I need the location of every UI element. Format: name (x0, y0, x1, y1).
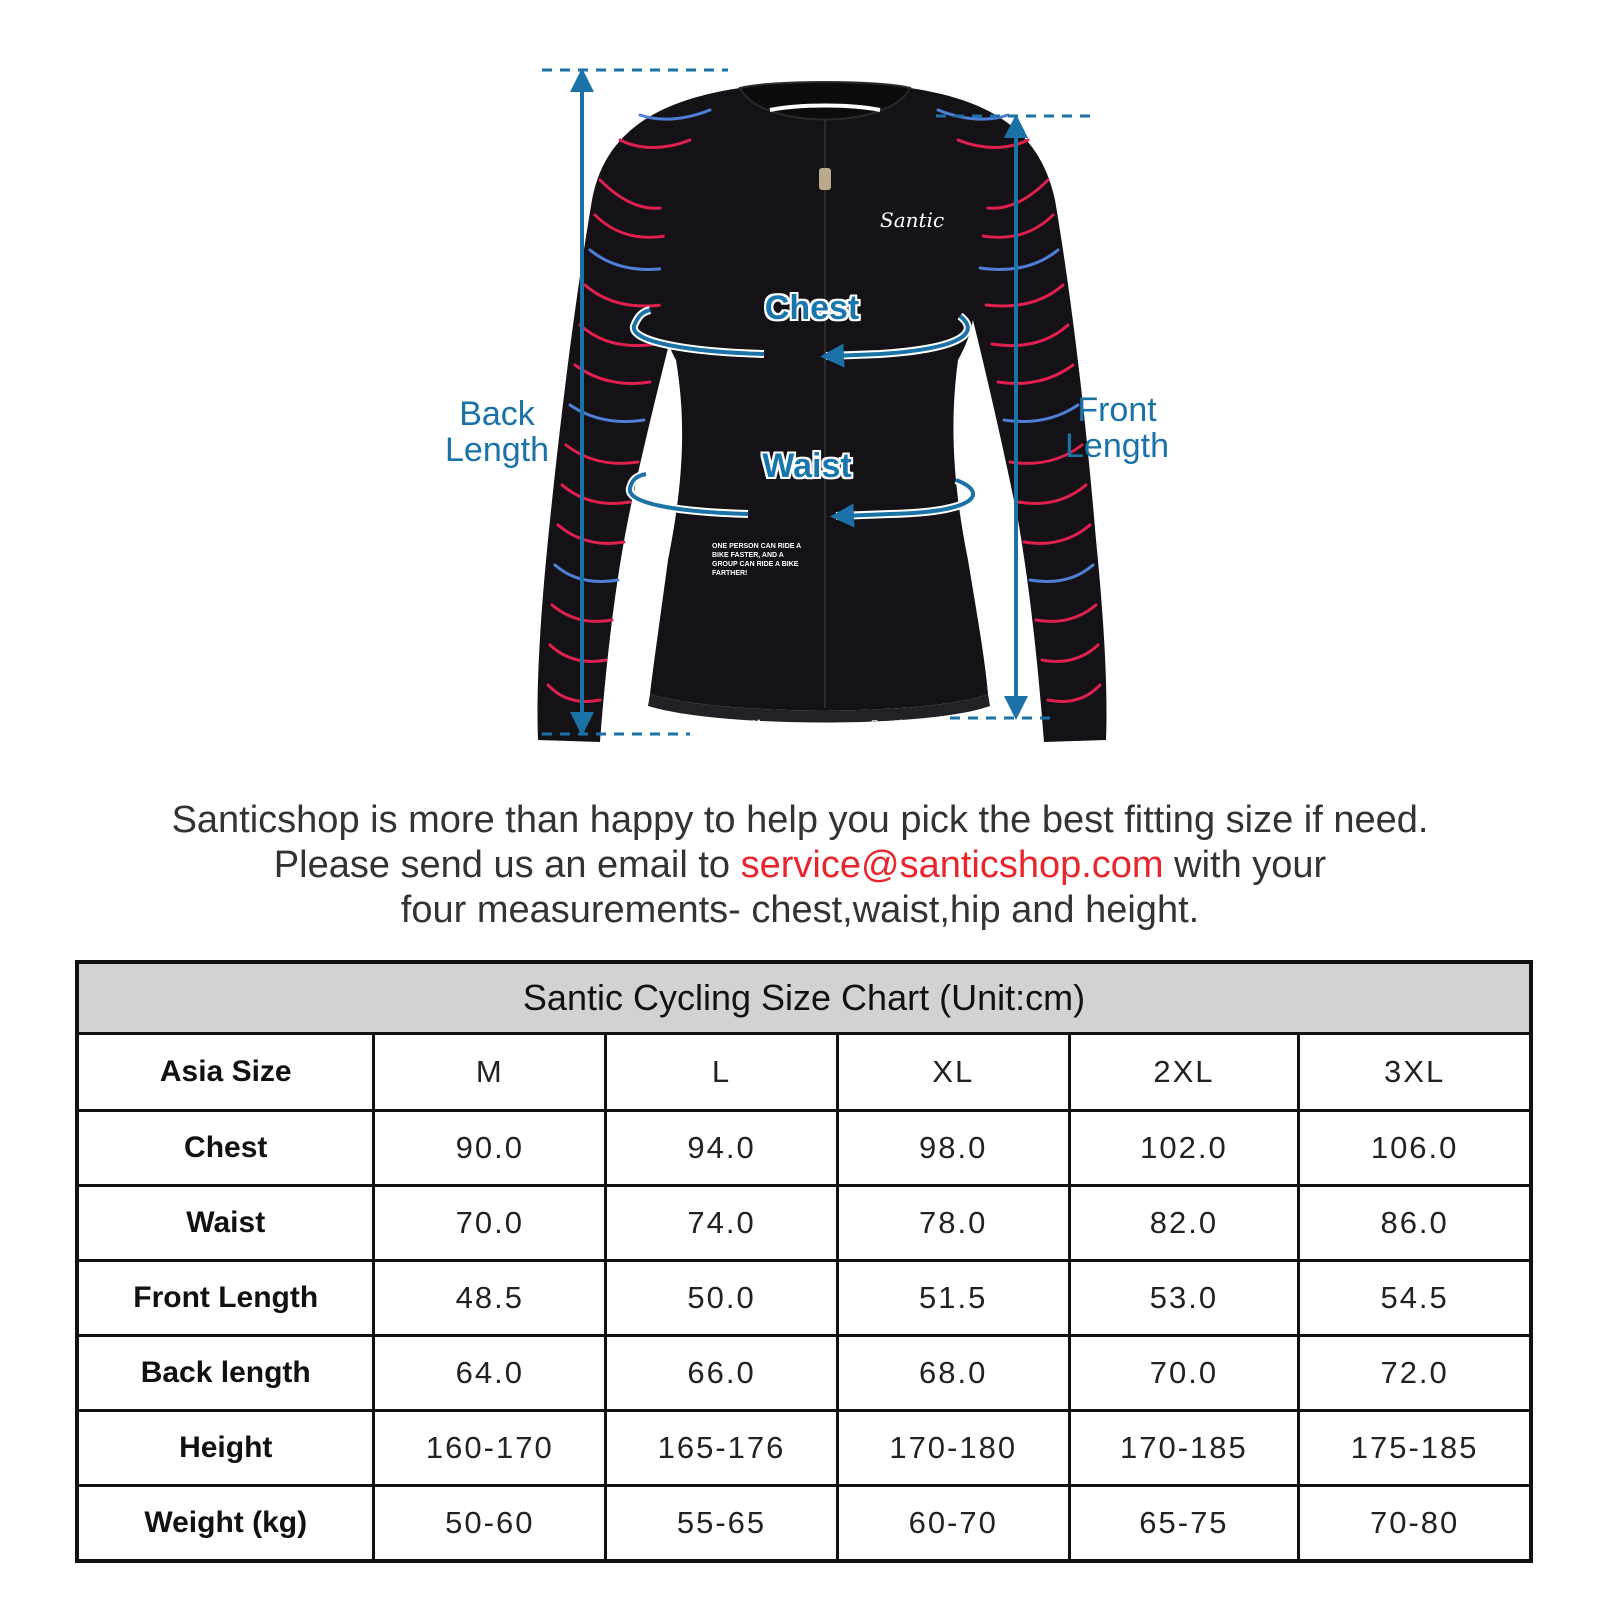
table-cell: 170-180 (837, 1411, 1069, 1486)
row-label-text: Height (179, 1431, 273, 1464)
help-line-1: Santicshop is more than happy to help you pick the best fitting size if need. (171, 799, 1429, 841)
table-row (77, 1411, 1531, 1486)
table-cell: 70-80 (1299, 1486, 1531, 1562)
table-row (77, 1186, 1531, 1261)
help-text (0, 798, 1600, 933)
row-label-text: Chest (184, 1131, 268, 1164)
front-length-label-line2: Length (1065, 427, 1169, 465)
table-cell: 60-70 (837, 1486, 1069, 1562)
table-cell: 72.0 (1299, 1336, 1531, 1411)
jersey-figure (0, 0, 1600, 790)
size-column-header: 2XL (1069, 1034, 1299, 1111)
row-label (77, 1486, 374, 1562)
row-label (77, 1111, 374, 1186)
row-label (77, 1336, 374, 1411)
size-header-label: Asia Size (77, 1034, 374, 1111)
table-cell: 98.0 (837, 1111, 1069, 1186)
jersey-slogan: ONE PERSON CAN RIDE A BIKE FASTER, AND A GROUP CAN RIDE A BIKE FARTHER! (712, 543, 801, 577)
size-chart-body (77, 1034, 1531, 1562)
table-cell: 78.0 (837, 1186, 1069, 1261)
table-cell: 70.0 (1069, 1336, 1299, 1411)
table-cell: 175-185 (1299, 1411, 1531, 1486)
help-line-3: four measurements- chest,waist,hip and height. (400, 889, 1200, 931)
jersey-illustration (0, 0, 1600, 790)
row-label (77, 1411, 374, 1486)
table-cell: 90.0 (374, 1111, 606, 1186)
table-cell: 54.5 (1299, 1261, 1531, 1336)
table-cell: 51.5 (837, 1261, 1069, 1336)
back-length-label-line1: Back (459, 395, 535, 433)
size-column-header: XL (837, 1034, 1069, 1111)
table-cell: 94.0 (606, 1111, 838, 1186)
back-length-label-line2: Length (445, 431, 549, 469)
size-column-header: 3XL (1299, 1034, 1531, 1111)
table-cell: 53.0 (1069, 1261, 1299, 1336)
jersey-brand-logo: Santic (880, 208, 945, 232)
front-length-label (1052, 392, 1182, 464)
table-cell: 50-60 (374, 1486, 606, 1562)
table-cell: 66.0 (606, 1336, 838, 1411)
table-cell: 82.0 (1069, 1186, 1299, 1261)
row-label (77, 1261, 374, 1336)
table-cell: 65-75 (1069, 1486, 1299, 1562)
table-cell: 170-185 (1069, 1411, 1299, 1486)
table-row (77, 1336, 1531, 1411)
size-column-header: M (374, 1034, 606, 1111)
chest-label (752, 290, 872, 326)
table-cell: 70.0 (374, 1186, 606, 1261)
row-label-text: Back length (140, 1356, 311, 1389)
support-email-link[interactable]: service@santicshop.com (740, 844, 1164, 886)
hem-brand-left: Santic (728, 718, 768, 731)
table-cell: 74.0 (606, 1186, 838, 1261)
help-line-2-prefix: Please send us an email to (273, 844, 741, 886)
table-cell: 68.0 (837, 1336, 1069, 1411)
row-label (77, 1186, 374, 1261)
row-label-text: Waist (186, 1206, 266, 1239)
front-length-label-line1: Front (1077, 391, 1157, 429)
waist-label (752, 448, 862, 484)
table-cell: 48.5 (374, 1261, 606, 1336)
table-cell: 102.0 (1069, 1111, 1299, 1186)
table-cell: 165-176 (606, 1411, 838, 1486)
chest-label-text: Chest (764, 289, 860, 327)
table-cell: 106.0 (1299, 1111, 1531, 1186)
size-column-header: L (606, 1034, 838, 1111)
table-row (77, 1111, 1531, 1186)
back-length-label (432, 396, 562, 468)
row-label-text: Weight (144, 1506, 244, 1539)
help-line-2-suffix: with your (1163, 844, 1327, 886)
table-cell: 64.0 (374, 1336, 606, 1411)
size-header-row (77, 1034, 1531, 1111)
size-chart-table (75, 960, 1533, 1563)
table-cell: 50.0 (606, 1261, 838, 1336)
table-cell: 160-170 (374, 1411, 606, 1486)
table-cell: 55-65 (606, 1486, 838, 1562)
row-label-text: Front Length (133, 1281, 319, 1314)
table-cell: 86.0 (1299, 1186, 1531, 1261)
table-row (77, 1261, 1531, 1336)
row-label-unit: (kg) (252, 1506, 308, 1539)
waist-label-text: Waist (762, 447, 852, 485)
table-row (77, 1486, 1531, 1562)
help-line-2 (0, 843, 1600, 888)
size-chart-title: Santic Cycling Size Chart (Unit:cm) (77, 962, 1531, 1034)
hem-brand-right: Santic (870, 718, 910, 731)
